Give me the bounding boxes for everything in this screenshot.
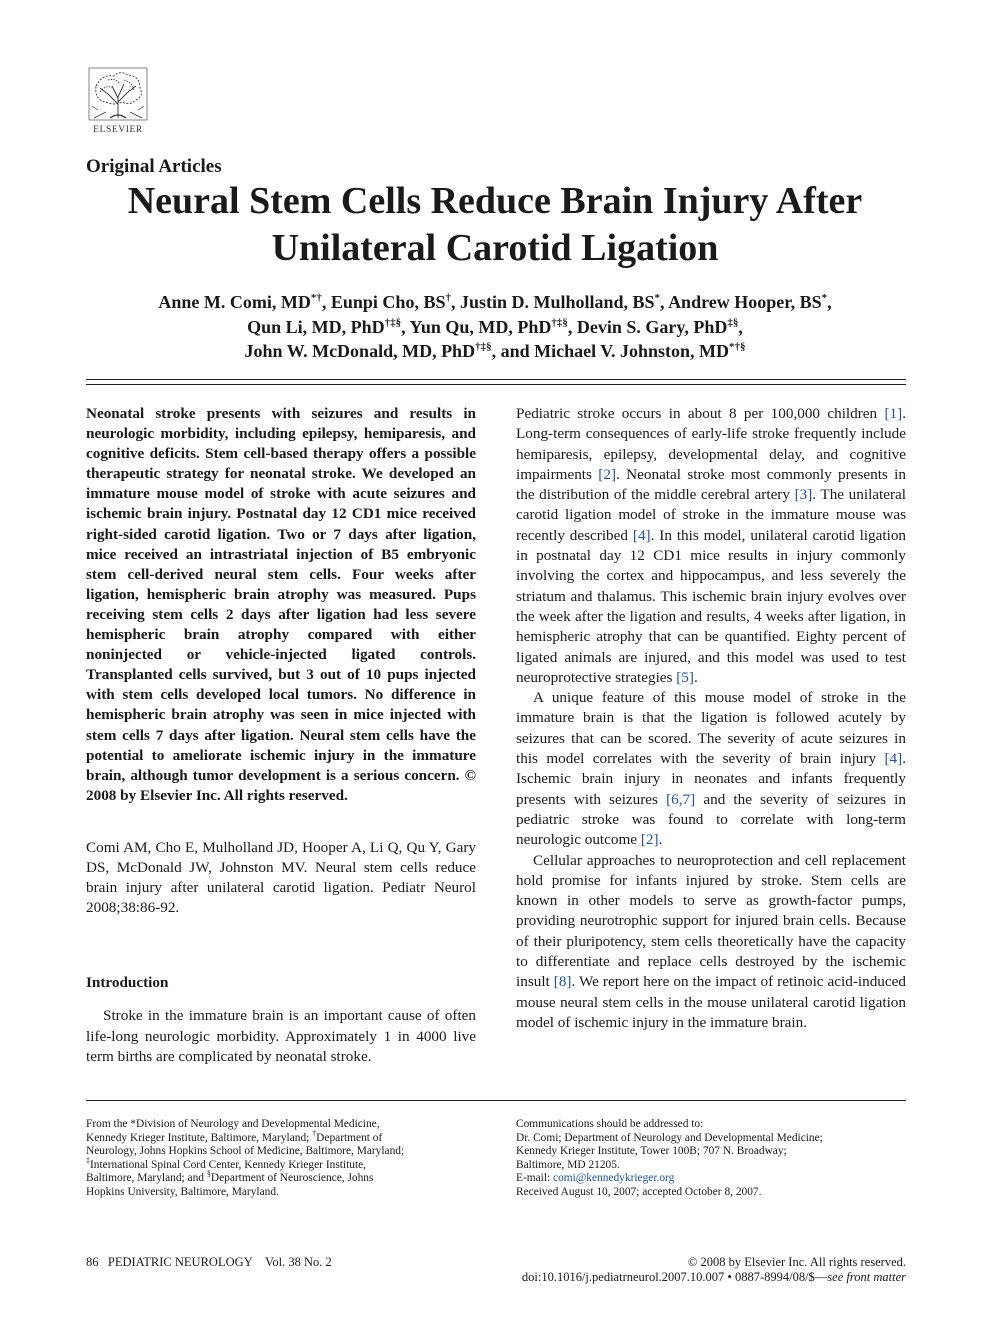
body-text: and the severity of seizures in pediatric stroke was found to correlate with long-term neurologic outcome [516, 790, 906, 849]
author-separator: , [321, 292, 331, 312]
correspondence-address-1: Dr. Comi; Department of Neurology and Developmental Medicine; [516, 1131, 823, 1144]
issn: 0887-8994/08/$ [734, 1270, 815, 1284]
body-text: . Long-term consequences of early-life stroke frequently include hemiparesis, epilepsy, developmental delay, and cognitive impairments [516, 405, 906, 483]
affiliation-mark: *†§ [728, 341, 746, 353]
reference-link[interactable]: [3] [794, 486, 813, 504]
journal-name: PEDIATRIC NEUROLOGY [107, 1255, 253, 1269]
affiliation-mark: † [312, 1128, 317, 1138]
affiliation-mark: †‡§ [384, 316, 402, 329]
author-separator: , and [491, 341, 535, 361]
body-text: Cellular approaches to neuroprotection and cell replacement hold promise for infants injured by stroke. Stem cells are known in other models to serve as growth-factor pumps, providing neurotrophic support for injured brain cells. Because of their pluripotency, stem cells theoretically have the capacity to differentiate and replace cells destroyed by the ischemic insult [516, 851, 906, 991]
correspondence-address-3: Baltimore, MD 21205. [516, 1158, 620, 1171]
affiliation-mark: § [206, 1169, 211, 1179]
body-text: . [658, 831, 663, 849]
affiliation-text: International Spinal Cord Center, Kennedy Krieger Institute, [90, 1158, 367, 1171]
page-number: 86 [86, 1255, 99, 1269]
body-text: . We report here on the impact of retinoic acid-induced mouse neural stem cells in the mouse unilateral carotid ligation model of ischemic injury in the immature brain. [516, 973, 906, 1031]
bullet: • [724, 1270, 735, 1284]
reference-link[interactable]: [4] [884, 750, 903, 768]
body-paragraph-1 [516, 404, 906, 688]
affiliation-mark: † [445, 292, 451, 304]
affiliation-mark: †‡§ [551, 316, 568, 329]
affiliation-line [86, 1155, 476, 1173]
correspondence-address-2: Kennedy Krieger Institute, Tower 100B; 707 N. Broadway; [516, 1145, 787, 1158]
doi[interactable]: doi:10.1016/j.pediatrneurol.2007.10.007 [521, 1270, 725, 1284]
introduction-paragraph: Stroke in the immature brain is an important cause of often life-long neurologic morbidity. Approximately 1 in 4000 live term births are complicated by neonatal stroke. [86, 1007, 476, 1065]
body-text: . The unilateral carotid ligation model of stroke in the immature mouse was recently described [516, 486, 907, 544]
affiliation-text: From the *Division of Neurology and Developmental Medicine, [86, 1118, 380, 1130]
section-label: Original Articles [86, 156, 222, 177]
correspondence-email-line [516, 1172, 906, 1186]
author-name: Devin S. Gary, PhD [576, 316, 728, 337]
publisher-name: ELSEVIER [93, 125, 143, 135]
left-column [86, 404, 476, 1067]
affiliation-text: Kennedy Krieger Institute, Baltimore, Maryland; [86, 1131, 313, 1144]
tree-icon [89, 68, 147, 120]
affiliation-line [86, 1145, 476, 1159]
affiliation-mark: ‡§ [727, 316, 739, 329]
affiliation-line [86, 1128, 476, 1146]
journal-volume: Vol. 38 No. 2 [264, 1255, 332, 1269]
body-text: . In this model, unilateral carotid ligation in postnatal day 12 CD1 mice results in injury commonly involving the cortex and hippocampus, and less severely the striatum and thalamus. This ischemic brain injury evolves over the week after the ligation and results, 4 weeks after ligation, in hemispheric atrophy that can be quantified. Eighty percent of ligated animals are injured, and this model was used to test neuroprotective strategies [516, 526, 907, 686]
affiliation-text: Department of Neuroscience, Johns [210, 1172, 374, 1185]
email-link[interactable]: comi@kennedykrieger.org [553, 1172, 675, 1185]
author-list [60, 290, 930, 364]
body-text: Pediatric stroke occurs in about 8 per 100,000 children [516, 405, 885, 422]
affiliation-text: Hopkins University, Baltimore, Maryland. [86, 1185, 279, 1198]
body-text: . [693, 668, 698, 686]
page-footer-right [420, 1255, 906, 1285]
body-paragraph-3 [516, 851, 906, 1034]
affiliation-mark: *† [310, 292, 322, 304]
author-name: Justin D. Mulholland, BS [459, 292, 655, 312]
page-footer-left [86, 1255, 332, 1270]
affiliation-mark: †‡§ [475, 341, 492, 353]
affiliation-mark: * [654, 292, 661, 304]
header-rule-bottom [86, 384, 906, 385]
affiliation-text: Neurology, Johns Hopkins School of Medicine, Baltimore, Maryland; [86, 1145, 405, 1158]
abstract: Neonatal stroke presents with seizures and results in neurologic morbidity, including epilepsy, hemiparesis, and cognitive deficits. Stem cell-based therapy offers a possible therapeutic strategy for neonatal stroke. We developed an immature mouse model of stroke with acute seizures and ischemic brain injury. Postnatal day 12 CD1 mice received right-sided carotid ligation. Two or 7 days after ligation, mice received an intrastriatal injection of B5 embryonic stem cell-derived neural stem cells. Four weeks after ligation, hemispheric brain atrophy was measured. Pups receiving stem cells 2 days after ligation had less severe hemispheric brain atrophy compared with either noninjected or vehicle-injected ligated controls. Transplanted cells survived, but 3 out of 10 pups injected with stem cells developed local tumors. No difference in hemispheric brain atrophy was seen in mice injected with stem cells 7 days after ligation. Neural stem cells have the potential to ameliorate ischemic injury in the immature brain, although tumor development is a serious concern. © 2008 by Elsevier Inc. All rights reserved. [86, 405, 476, 804]
body-paragraph-2 [516, 688, 906, 850]
author-separator: , [450, 292, 460, 312]
reference-link[interactable]: [6,7] [666, 790, 696, 808]
author-separator: , [738, 316, 743, 337]
affiliation-line [86, 1169, 476, 1186]
author-name: Qun Li, MD, PhD [247, 316, 385, 337]
citation: Comi AM, Cho E, Mulholland JD, Hooper A, Li Q, Qu Y, Gary DS, McDonald JW, Johnston MV. Neural stem cells reduce brain injury after unilateral carotid ligation. Pediatr Neurol 2008;38:86-92. [86, 838, 476, 917]
header-rule-top [86, 379, 906, 380]
body-text: . Neonatal stroke most commonly presents in the distribution of the middle cerebral artery [516, 465, 906, 504]
affiliation-line [86, 1186, 476, 1200]
author-name: Anne M. Comi, MD [158, 292, 311, 312]
reference-link[interactable]: [2] [640, 831, 659, 849]
author-separator: , [401, 316, 410, 337]
author-name: John W. McDonald, MD, PhD [244, 341, 476, 361]
copyright-notice: © 2008 by Elsevier Inc. All rights reserved. [687, 1255, 906, 1269]
correspondence-heading: Communications should be addressed to: [516, 1118, 704, 1130]
footnote-rule [86, 1100, 906, 1101]
author-separator: , [567, 316, 577, 337]
author-separator: , [827, 292, 832, 312]
author-name: Eunpi Cho, BS [330, 292, 446, 312]
email-label: E-mail: [516, 1172, 554, 1185]
author-name: Michael V. Johnston, MD [534, 341, 729, 361]
author-name: Yun Qu, MD, PhD [409, 316, 552, 337]
body-text: A unique feature of this mouse model of stroke in the immature brain is that the ligation is followed acutely by seizures that can be scored. The severity of acute seizures in this model correlates with the severity of brain injury [516, 689, 906, 768]
article-title: Neural Stem Cells Reduce Brain Injury After Unilateral Carotid Ligation [127, 180, 863, 269]
reference-link[interactable]: [1] [884, 405, 903, 422]
body-text: . Ischemic brain injury in neonates and infants frequently presents with seizures [516, 750, 906, 808]
affiliations-footnote [86, 1118, 476, 1200]
elsevier-logo [86, 66, 150, 136]
affiliation-mark: * [821, 292, 828, 304]
reference-link[interactable]: [2] [598, 465, 617, 483]
reference-link[interactable]: [8] [553, 973, 572, 991]
received-dates: Received August 10, 2007; accepted October 8, 2007. [516, 1185, 762, 1198]
correspondence-footnote [516, 1118, 906, 1200]
affiliation-text: Baltimore, Maryland; and [86, 1172, 207, 1185]
author-name: Andrew Hooper, BS [668, 292, 822, 312]
introduction-heading: Introduction [86, 974, 169, 992]
affiliation-text: Department of [316, 1131, 383, 1144]
author-separator: , [660, 292, 669, 312]
affiliation-mark: ‡ [86, 1155, 90, 1165]
affiliation-line [86, 1118, 476, 1132]
front-matter: see front matter [827, 1270, 906, 1284]
dash: — [814, 1270, 828, 1284]
reference-link[interactable]: [5] [676, 668, 694, 686]
right-column [516, 404, 906, 1033]
reference-link[interactable]: [4] [632, 526, 651, 544]
doi-line [420, 1270, 906, 1285]
